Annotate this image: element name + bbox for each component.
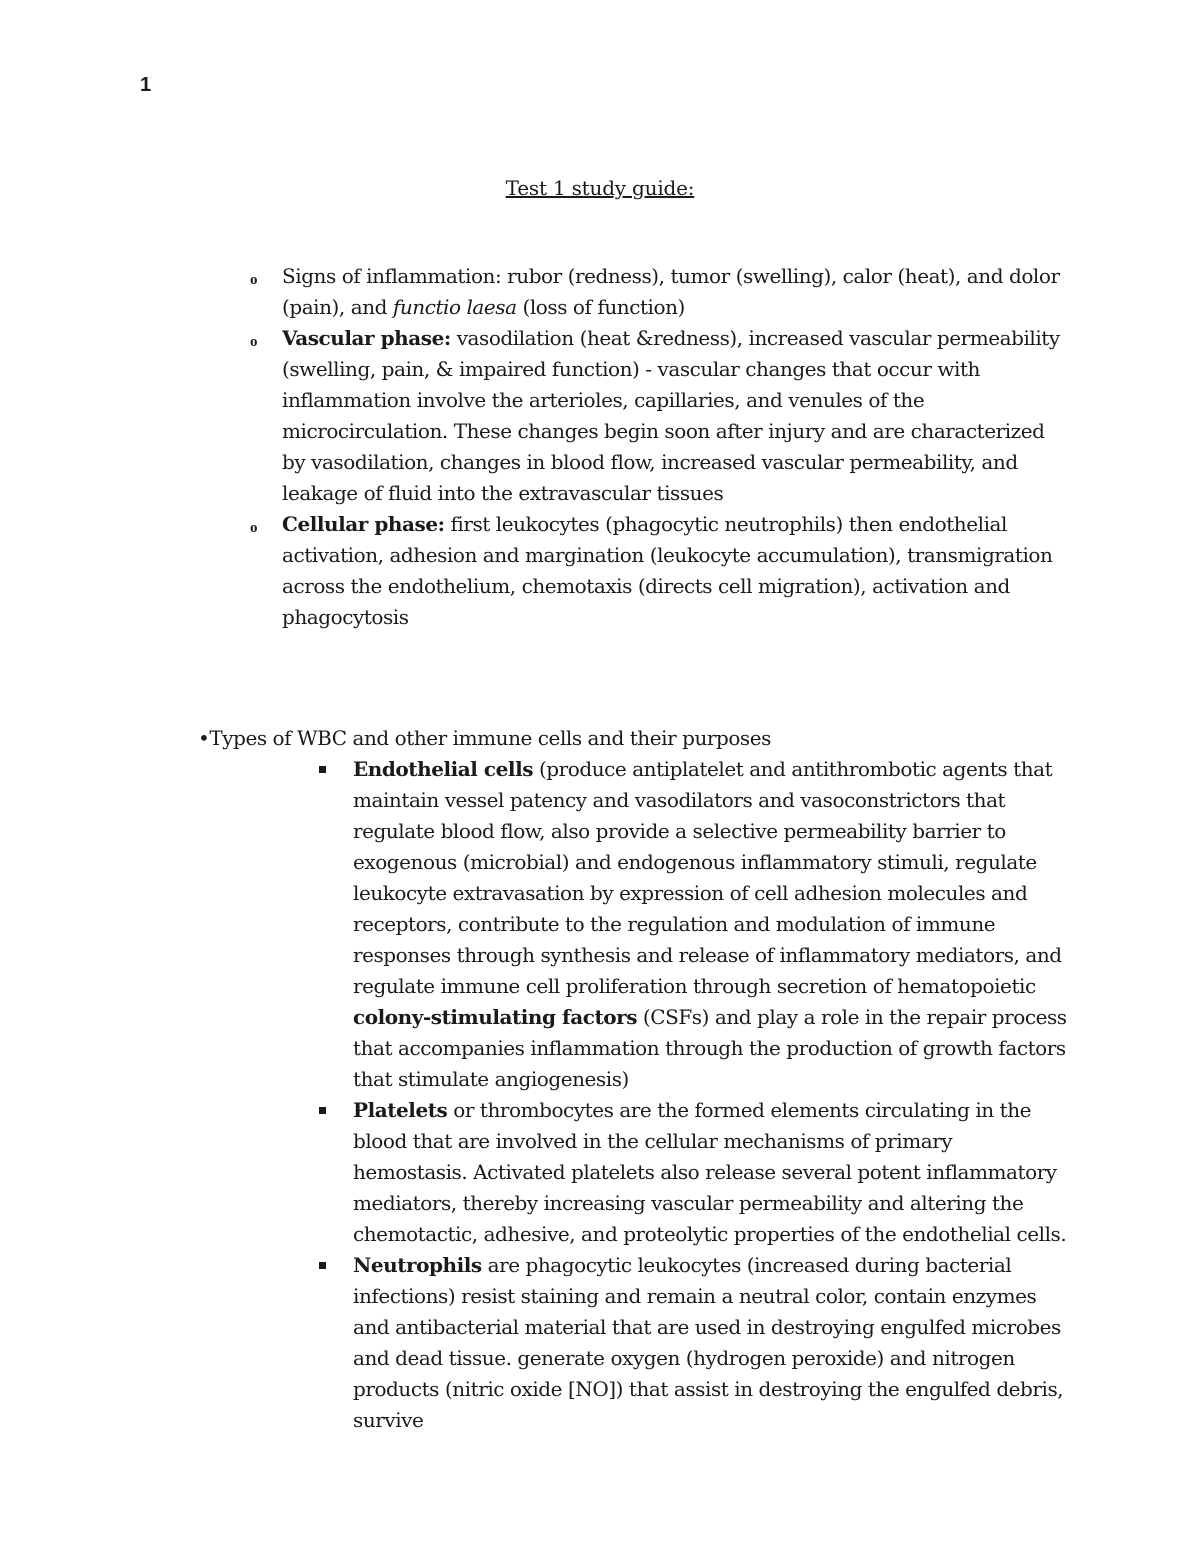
list-item-text: first leukocytes (phagocytic neutrophils) then endothelial activation, adhesion and margination (leukocyte accumulation), transmigration across the endothelium, chemotaxis (directs cell migration), activation and phagocytosis (282, 512, 1053, 629)
section-heading-text: Types of WBC and other immune cells and their purposes (209, 726, 771, 750)
item-text-2: (CSFs) and play a role in the repair process that accompanies inflammation through the production of growth factors that stimulate angiogenesis) (353, 1005, 1067, 1091)
page-number: 1 (140, 74, 152, 96)
item-term: Endothelial cells (353, 757, 534, 781)
list-marker: o (250, 334, 258, 350)
list-item-italic: functio laesa (392, 295, 517, 319)
list-item-text-end: (loss of function) (516, 295, 685, 319)
list-item-bold: Vascular phase: (282, 326, 451, 350)
list-item-bold: Cellular phase: (282, 512, 445, 536)
item-term: Platelets (353, 1098, 448, 1122)
section-heading (198, 723, 1098, 754)
list-item-signs (282, 261, 1072, 323)
square-bullet-icon (319, 1262, 326, 1269)
list-item-neutrophils (353, 1250, 1068, 1436)
square-bullet-icon (319, 766, 326, 773)
list-item-platelets (353, 1095, 1068, 1250)
item-term-2: colony-stimulating factors (353, 1005, 638, 1029)
square-bullet-icon (319, 1107, 326, 1114)
item-term: Neutrophils (353, 1253, 482, 1277)
list-item-text: Signs of inflammation: rubor (redness), tumor (swelling), calor (heat), and dolor (pain), and (282, 264, 1060, 319)
list-marker: o (250, 272, 258, 288)
item-text: (produce antiplatelet and antithrombotic agents that maintain vessel patency and vasodilators and vasoconstrictors that regulate blood flow, also provide a selective permeability barrier to exogenous (microbial) and endogenous inflammatory stimuli, regulate leukocyte extravasation by expression of cell adhesion molecules and receptors, contribute to the regulation and modulation of immune responses through synthesis and release of inflammatory mediators, and regulate immune cell proliferation through secretion of hematopoietic (353, 757, 1062, 998)
list-item-cellular-phase (282, 509, 1072, 633)
bullet-marker: • (198, 726, 210, 750)
list-item-endothelial-cells (353, 754, 1068, 1095)
item-text: or thrombocytes are the formed elements circulating in the blood that are involved in the cellular mechanisms of primary hemostasis. Activated platelets also release several potent inflammatory mediators, thereby increasing vascular permeability and altering the chemotactic, adhesive, and proteolytic properties of the endothelial cells. (353, 1098, 1067, 1246)
item-text: are phagocytic leukocytes (increased during bacterial infections) resist staining and remain a neutral color, contain enzymes and antibacterial material that are used in destroying engulfed microbes and dead tissue. generate oxygen (hydrogen peroxide) and nitrogen products (nitric oxide [NO]) that assist in destroying the engulfed debris, survive (353, 1253, 1064, 1432)
list-marker: o (250, 520, 258, 536)
list-item-vascular-phase (282, 323, 1072, 509)
document-title: Test 1 study guide: (505, 176, 695, 200)
list-item-text: vasodilation (heat &redness), increased vascular permeability (swelling, pain, & impaired function) - vascular changes that occur with inflammation involve the arterioles, capillaries, and venules of the microcirculation. These changes begin soon after injury and are characterized by vasodilation, changes in blood flow, increased vascular permeability, and leakage of fluid into the extravascular tissues (282, 326, 1060, 505)
